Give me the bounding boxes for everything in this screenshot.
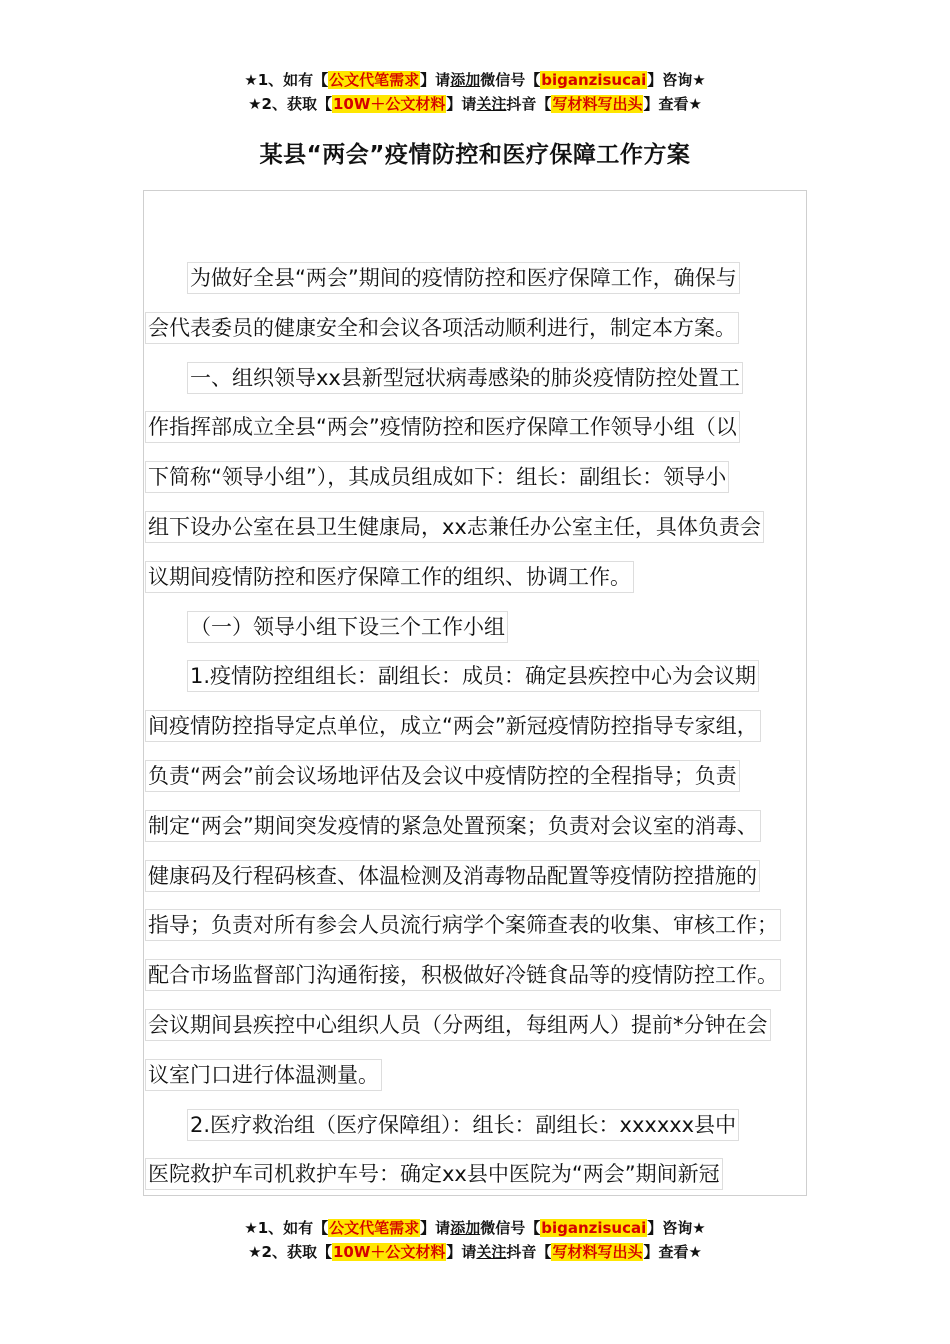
banner-line-2 <box>0 92 950 116</box>
body-line-text: 制定“两会”期间突发疫情的紧急处置预案；负责对会议室的消毒、 <box>145 810 761 842</box>
banner-text: ★2、获取【 <box>248 95 332 113</box>
body-line-text: 负责“两会”前会议场地评估及会议中疫情防控的全程指导；负责 <box>145 760 740 792</box>
highlight-douyin-account: 写材料写出头 <box>552 1243 643 1261</box>
body-line-text: 议期间疫情防控和医疗保障工作的组织、协调工作。 <box>145 561 634 593</box>
highlight-materials: 10W＋公文材料 <box>332 95 446 113</box>
highlight-materials: 10W＋公文材料 <box>332 1243 446 1261</box>
body-line <box>145 651 807 701</box>
highlight-wechat-id: biganzisucai <box>541 71 647 89</box>
banner-line-1 <box>0 68 950 92</box>
body-line-text: 为做好全县“两会”期间的疫情防控和医疗保障工作，确保与 <box>187 262 740 294</box>
banner-text: 抖音【 <box>506 95 552 113</box>
banner-text: 】请 <box>420 71 451 89</box>
body-line-text: 配合市场监督部门沟通衔接，积极做好冷链食品等的疫情防控工作。 <box>145 959 781 991</box>
body-line <box>145 552 807 602</box>
body-line <box>145 1149 807 1199</box>
body-line <box>145 701 807 751</box>
body-line <box>145 900 807 950</box>
underlined-word: 添加 <box>450 71 481 89</box>
body-line-text: 会代表委员的健康安全和会议各项活动顺利进行，制定本方案。 <box>145 312 739 344</box>
body-line-text: 医院救护车司机救护车号：确定xx县中医院为“两会”期间新冠 <box>145 1158 723 1190</box>
banner-text: ★1、如有【 <box>244 1219 329 1237</box>
banner-text: 】查看★ <box>643 95 702 113</box>
banner-text: 微信号【 <box>480 71 541 89</box>
underlined-word: 添加 <box>450 1219 481 1237</box>
banner-text: ★2、获取【 <box>248 1243 332 1261</box>
document-title: 某县“两会”疫情防控和医疗保障工作方案 <box>259 142 691 168</box>
highlight-service: 公文代笔需求 <box>329 71 420 89</box>
body-line-text: 2.医疗救治组（医疗保障组）：组长：副组长：xxxxxx县中 <box>187 1109 739 1141</box>
body-line <box>145 801 807 851</box>
body-line <box>145 502 807 552</box>
body-line-text: 间疫情防控指导定点单位，成立“两会”新冠疫情防控指导专家组， <box>145 710 761 742</box>
banner-text: ★1、如有【 <box>244 71 329 89</box>
highlight-service: 公文代笔需求 <box>329 1219 420 1237</box>
highlight-douyin-account: 写材料写出头 <box>552 95 643 113</box>
body-line <box>145 353 807 403</box>
banner-text: 微信号【 <box>480 1219 541 1237</box>
banner-text: 抖音【 <box>506 1243 552 1261</box>
body-line-text: 议室门口进行体温测量。 <box>145 1059 382 1091</box>
body-line <box>145 1050 807 1100</box>
body-line <box>145 253 807 303</box>
header-banner <box>0 68 950 116</box>
body-line-text: 会议期间县疾控中心组织人员（分两组，每组两人）提前*分钟在会 <box>145 1009 771 1041</box>
body-line <box>145 402 807 452</box>
body-line <box>145 452 807 502</box>
banner-line-1 <box>0 1216 950 1240</box>
body-line <box>145 303 807 353</box>
banner-line-2 <box>0 1240 950 1264</box>
underlined-word: 关注 <box>476 95 507 113</box>
body-line-text: 下简称“领导小组”），其成员组成如下：组长：副组长：领导小 <box>145 461 729 493</box>
footer-banner <box>0 1216 950 1264</box>
body-line <box>145 851 807 901</box>
document-body <box>145 253 807 1199</box>
body-line <box>145 1100 807 1150</box>
body-line-text: 指导；负责对所有参会人员流行病学个案筛查表的收集、审核工作； <box>145 909 781 941</box>
body-line-text: 1.疫情防控组组长：副组长：成员：确定县疾控中心为会议期 <box>187 660 759 692</box>
banner-text: 】咨询★ <box>647 71 706 89</box>
highlight-wechat-id: biganzisucai <box>541 1219 647 1237</box>
body-line-text: 组下设办公室在县卫生健康局，xx志兼任办公室主任，具体负责会 <box>145 511 764 543</box>
banner-text: 】请 <box>420 1219 451 1237</box>
body-line <box>145 602 807 652</box>
banner-text: 】请 <box>446 1243 477 1261</box>
body-line <box>145 751 807 801</box>
body-line-text: 健康码及行程码核查、体温检测及消毒物品配置等疫情防控措施的 <box>145 860 760 892</box>
banner-text: 】咨询★ <box>647 1219 706 1237</box>
body-line-text: 作指挥部成立全县“两会”疫情防控和医疗保障工作领导小组（以 <box>145 411 740 443</box>
body-line-text: （一）领导小组下设三个工作小组 <box>187 611 508 643</box>
body-line <box>145 950 807 1000</box>
banner-text: 】请 <box>446 95 477 113</box>
body-line-text: 一、组织领导xx县新型冠状病毒感染的肺炎疫情防控处置工 <box>187 362 743 394</box>
body-line <box>145 1000 807 1050</box>
banner-text: 】查看★ <box>643 1243 702 1261</box>
underlined-word: 关注 <box>476 1243 507 1261</box>
